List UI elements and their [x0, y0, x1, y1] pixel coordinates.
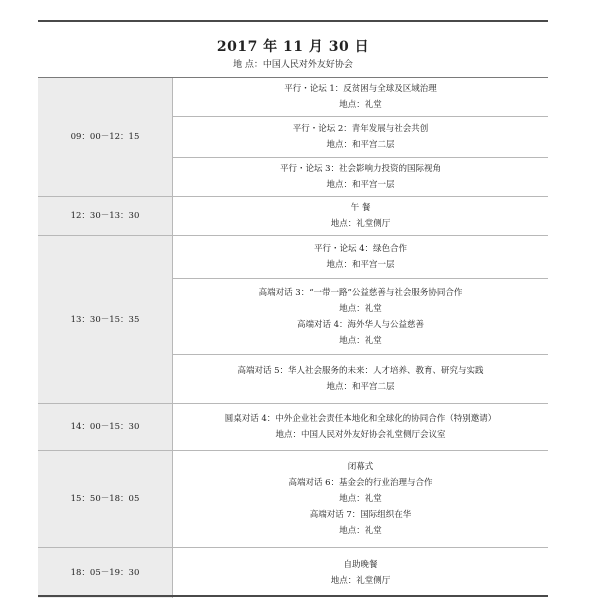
event-location: 地点：和平宫二层 [326, 140, 395, 150]
event-title: 闭幕式 [347, 462, 374, 472]
event-cell [173, 197, 549, 236]
event-cell [173, 404, 549, 451]
event-title: 高端对话 6：基金会的行业治理与合作 [288, 478, 433, 488]
schedule-row [38, 197, 548, 236]
event-title: 平行・论坛 3：社会影响力投资的国际视角 [279, 164, 442, 174]
venue-line: 地 点：中国人民对外友好协会 [233, 60, 353, 70]
date-title: 2017 年 11 月 30 日 [216, 39, 370, 55]
event-title: 平行・论坛 2：青年发展与社会共创 [292, 124, 429, 134]
event-location: 地点：礼堂侧厅 [330, 576, 391, 586]
event-cell [173, 548, 549, 599]
time-slot: 12：30－13：30 [38, 197, 173, 236]
event-location: 地点：礼堂 [339, 335, 382, 346]
schedule-table [38, 78, 548, 598]
event-cell [173, 236, 549, 279]
event-title: 圆桌对话 4：中外企业社会责任本地化和全球化的协同合作（特别邀请） [224, 414, 497, 424]
schedule-row [38, 404, 548, 451]
bottom-rule [38, 595, 548, 597]
time-slot: 14：00－15：30 [38, 404, 173, 451]
time-slot: 18：05－19：30 [38, 548, 173, 599]
event-location: 地点：礼堂侧厅 [330, 219, 391, 229]
event-location: 地点：礼堂 [339, 494, 382, 504]
schedule-row [38, 548, 548, 599]
event-location: 地点：礼堂 [339, 100, 382, 110]
event-cell [173, 158, 549, 197]
event-cell [173, 117, 549, 158]
time-slot: 13：30－15：35 [38, 236, 173, 404]
schedule-row [38, 236, 548, 279]
event-cell [173, 451, 549, 548]
event-title: 平行・论坛 1：反贫困与全球及区域治理 [284, 84, 437, 94]
schedule-row [38, 78, 548, 117]
event-cell [173, 78, 549, 117]
event-cell [173, 355, 549, 404]
time-slot: 09：00－12：15 [38, 78, 173, 197]
event-title: 高端对话 5：华人社会服务的未来：人才培养、教育、研究与实践 [237, 366, 484, 376]
event-title: 高端对话 7：国际组织在华 [309, 510, 412, 520]
event-location: 地点：礼堂 [339, 526, 382, 536]
event-title: 高端对话 4：海外华人与公益慈善 [296, 319, 425, 330]
event-title: 午 餐 [350, 203, 371, 213]
schedule-row [38, 451, 548, 548]
event-location: 地点：礼堂 [339, 303, 382, 314]
event-title: 自助晚餐 [343, 560, 378, 570]
event-title: 高端对话 3：“一带一路”公益慈善与社会服务协同合作 [258, 287, 463, 298]
event-location: 地点：和平宫一层 [326, 260, 395, 270]
event-title: 平行・论坛 4：绿色合作 [313, 244, 408, 254]
top-rule [38, 20, 548, 22]
event-location: 地点：中国人民对外友好协会礼堂侧厅会议室 [275, 430, 446, 440]
event-location: 地点：和平宫一层 [326, 180, 395, 190]
time-slot: 15：50－18：05 [38, 451, 173, 548]
event-cell [173, 279, 549, 355]
event-location: 地点：和平宫二层 [326, 382, 395, 392]
